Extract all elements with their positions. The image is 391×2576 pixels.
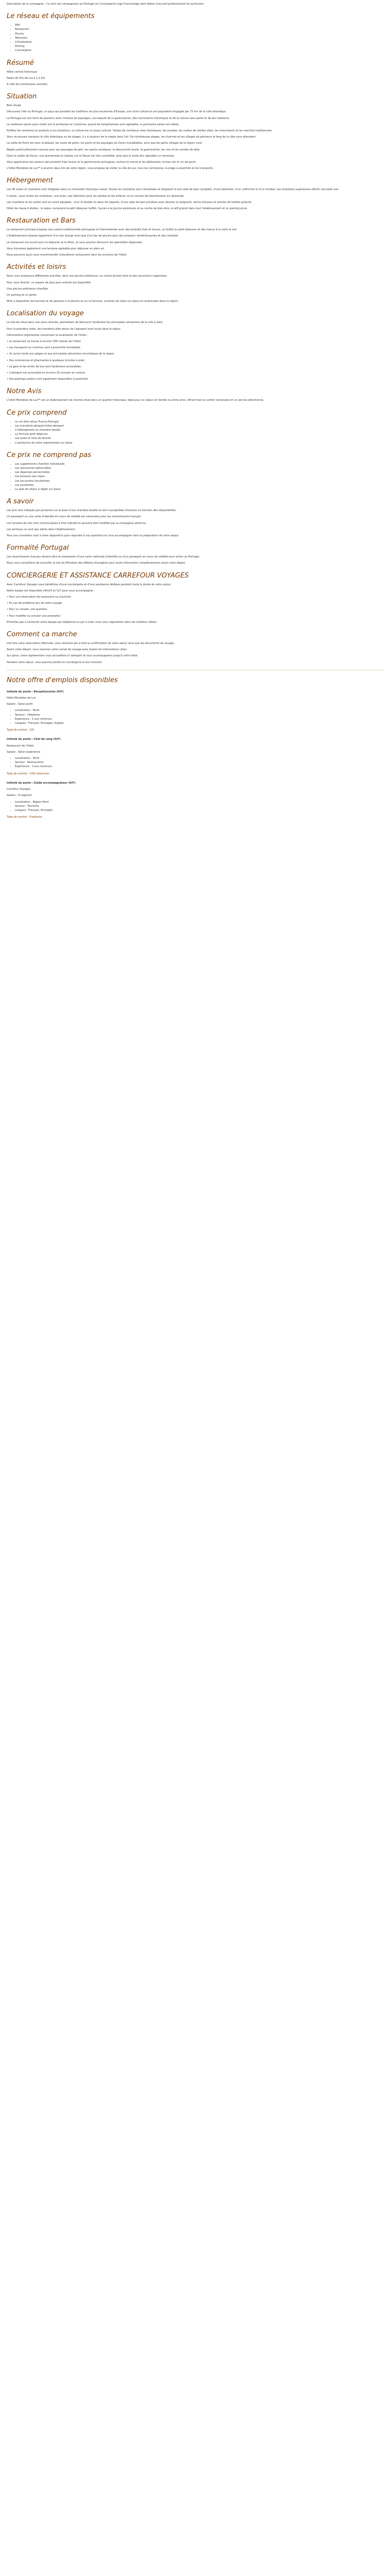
section-title: Localisation du voyage (7, 310, 84, 318)
paragraph: • Un accès facile aux plages et aux principales attractions touristiques de la région. (7, 352, 115, 356)
paragraph: Bien située (7, 104, 21, 108)
amenities-list (7, 23, 384, 53)
section-title: CONCIERGERIE ET ASSISTANCE CARREFOUR VOYAGES (7, 571, 189, 580)
paragraph: Les chambres et les suites sont en outre équipées : d'un lit double ou deux lits séparés, d'une salle de bain privative avec douche ou baignoire, sèche-cheveux et articles de toilette gratuits. (7, 200, 252, 204)
paragraph: • L'aéroport est accessible en environ 20 minutes en voiture. (7, 371, 86, 375)
job-item[interactable] (7, 781, 384, 819)
list-item: • Wifi (15, 23, 384, 27)
paragraph: L'établissement dispose également d'un bar lounge ainsi que d'un bar de piscine pour des boissons rafraîchissantes et des cocktails. (7, 234, 179, 238)
section-formalites (7, 544, 384, 565)
section-notre-avis (7, 387, 384, 402)
job-employer: Restaurant de l'hôtel (7, 744, 34, 748)
job-item[interactable] (7, 690, 384, 733)
job-details (7, 800, 384, 813)
paragraph: • Pour un conseil, une question (7, 608, 47, 612)
list-item: • Piscine (15, 32, 384, 36)
list-item: • Les taxes et frais de dossier (15, 436, 384, 440)
paragraph: Avant votre départ, vous recevrez votre carnet de voyage avec toutes les informations utiles. (7, 648, 128, 652)
section-title: Ce prix comprend (7, 409, 67, 417)
job-salary: Salaire : Selon profil (7, 703, 33, 706)
list-item: • Localisation : Région Nord (15, 800, 384, 804)
paragraph: Les ressortissants français doivent être en possession d'une carte nationale d'identité ou d'un passeport en cours de validité pour entrer au Portugal. (7, 555, 200, 559)
paragraph: • Des parkings publics sont également disponibles à proximité. (7, 378, 89, 381)
paragraph: Un parking et un jardin. (7, 293, 38, 297)
job-contract: Type de contrat : CDI (7, 728, 34, 732)
list-item: • Climatisation (15, 40, 384, 44)
list-item: • Les transferts aéroport-hôtel-aéroport (15, 424, 384, 428)
section-prix-comprend (7, 409, 384, 445)
included-list (7, 420, 384, 445)
paragraph: Hôtel central historique (7, 70, 37, 74)
paragraph: N'hésitez pas à contacter notre équipe par téléphone ou par e-mail, nous vous répondrons dans les meilleurs délais. (7, 620, 157, 624)
list-item: • Télévision (15, 36, 384, 40)
section-equipements (7, 12, 384, 53)
paragraph: • Des commerces et pharmacies à quelques minutes à pied. (7, 359, 85, 362)
paragraph: Région particulièrement connue pour ses paysages de golf, ses sports nautiques, la découverte locale, la gastronomie, les vins et les soirées de fado. (7, 148, 201, 151)
paragraph: Un passeport ou une carte d'identité en cours de validité est nécessaire pour les ressortissants français. (7, 515, 142, 519)
section-localisation (7, 310, 384, 381)
paragraph: Découvrez l'été au Portugal, un pays qui possède les traditions les plus anciennes d'Europe, une riche culture et une population engagée par 75 km de la côte atlantique. (7, 110, 227, 114)
job-details (7, 756, 384, 769)
section-hebergement (7, 177, 384, 211)
section-activites (7, 263, 384, 303)
section-title: Hébergement (7, 177, 53, 185)
list-item: • La formule petit déjeuner (15, 432, 384, 436)
paragraph: • Les transports en commun sont à proximité immédiate. (7, 346, 81, 350)
paragraph: Mise à disposition de transats et de parasols à la piscine et sur la terrasse. Location de vélos sur place et randonnées dans la région. (7, 300, 179, 303)
paragraph: L'hôtel Mondelez de Luz** est un établissement de charme situé dans un quartier historique, idéal pour un séjour en famille ou entre amis, offrant tout le confort nécessaire et un service attentionné. (7, 399, 264, 402)
section-situation (7, 93, 384, 171)
paragraph: Informations importantes concernant la localisation de l'hôtel : (7, 333, 88, 337)
paragraph: Pour la première visite, les transferts aller-retour de l'aéroport sont inclus dans le séjour. (7, 327, 121, 331)
list-item: • Conciergerie (15, 48, 384, 53)
job-employer: Carrefour Voyages (7, 788, 31, 791)
job-details (7, 708, 384, 725)
paragraph: Pendant votre séjour, vous pourrez joindre la conciergerie à tout moment. (7, 660, 103, 664)
paragraph: Notre équipe est disponible 24h/24 et 7j/7 pour vous accompagner : (7, 589, 95, 592)
paragraph: Pour vous divertir, un espace de jeux pour enfants est disponible. (7, 281, 92, 284)
section-prix-exclus (7, 451, 384, 492)
job-contract: Type de contrat : CDD saisonnier (7, 772, 50, 775)
section-title: Comment ca marche (7, 631, 77, 639)
excluded-list (7, 462, 384, 492)
list-item: • Les assurances optionnelles (15, 466, 384, 470)
intro-text: Description de la compagnie : Ce sont nos compagnons au Portugal en Conciergerie Luigi Francomage dont Adeon d'accueil professionnel du particulier. (7, 3, 204, 6)
paragraph: La meilleure saison pour visiter est le printemps et l'automne, quand les températures sont agréables, la prochaine saison est idéale. (7, 123, 180, 126)
section-title: Formalité Portugal (7, 544, 69, 552)
list-item: • L'hébergement en chambre double (15, 428, 384, 432)
list-item: • Le vol aller-retour France-Portugal (15, 420, 384, 424)
paragraph: Profitez de nombreux et produits à ces situations, la culture est un joyau culturel. Visitez de nombreux sites historiques, les musées, les ruelles de vieilles villes, les monuments et les marchés traditionnels. (7, 129, 272, 133)
paragraph: Dans la vallée de Douro, une promenade en bateau sur le fleuve est très conseillée, ainsi que la visite des vignobles en terrasses. (7, 154, 175, 158)
job-employer: Hôtel Mondelez de Luz (7, 697, 36, 700)
paragraph: Les animaux ne sont pas admis dans l'établissement. (7, 528, 76, 531)
paragraph: Vous apprécierez les saveurs des produits frais locaux et la gastronomie portugaise, surtout la morue et les pâtisseries, et bien sûr le vin de porto. (7, 161, 197, 164)
section-title: Situation (7, 93, 37, 101)
list-item: • Secteur : Hôtellerie (15, 713, 384, 717)
section-title: Restauration et Bars (7, 217, 76, 225)
job-title: Intitulé du poste : Chef de rang (H/F) (7, 738, 61, 741)
paragraph: Le Portugal est une terre de passions avec richesse de paysages, une beauté de la gastronomie, des monuments historiques et de la culture sans pareil et de ses habitants. (7, 116, 230, 120)
section-title: Le réseau et équipements (7, 12, 95, 21)
paragraph: Les horaires de vols sont communiqués à titre indicatif et peuvent être modifiés par la compagnie aérienne. (7, 521, 147, 525)
section-title-jobs: Notre offre d'emplois disponibles (7, 676, 118, 684)
paragraph: • En cas de problème lors de votre voyage (7, 602, 62, 605)
paragraph: Nous pouvons aussi vous recommander d'excellents restaurants dans les environs de l'hôtel. (7, 253, 127, 257)
paragraph: Les 46 suites et chambres sont intégrées dans un immeuble historique classé. Toutes les chambres sont climatisées et disposent d'une salle de bain complète, d'une télévision, d'un coffre-fort et d'un minibar. Les chambres supérieures offrent une belle vue. (7, 188, 339, 192)
paragraph: • Pour modifier ou annuler une prestation (7, 614, 61, 618)
paragraph: Palais de Vila de Luz à 1,2 km (7, 76, 45, 80)
job-item[interactable] (7, 737, 384, 775)
section-conciergerie (7, 572, 384, 624)
paragraph: Le site est situé dans une zone centrale, permettant de découvrir facilement les principales attractions de la ville à pied. (7, 321, 163, 325)
list-item: • Expérience : 3 ans minimum (15, 765, 384, 769)
section-a-savoir (7, 498, 384, 538)
paragraph: Une piscine extérieure chauffée. (7, 287, 49, 291)
paragraph: Tous nos conseillers sont à votre disposition pour répondre à vos questions et vous accompagner dans la préparation de votre séjour. (7, 534, 180, 537)
list-item: • Les excursions facultatives (15, 479, 384, 483)
section-restauration (7, 217, 384, 257)
section-resume (7, 59, 384, 87)
paragraph: Nous vous conseillons de consulter le site du Ministère des Affaires étrangères pour toute information complémentaire avant votre départ. (7, 562, 186, 565)
job-salary: Salaire : À négocier (7, 794, 32, 798)
list-item: • Les boissons aux repas (15, 474, 384, 479)
list-item: • Expérience : 2 ans minimum (15, 717, 384, 721)
page (0, 0, 391, 832)
section-title: Activités et loisirs (7, 263, 66, 272)
section-title: A savoir (7, 498, 34, 506)
paragraph: Les prix sont indiqués par personne sur la base d'une chambre double et sont susceptibles d'évoluer en fonction des disponibilités. (7, 509, 177, 513)
section-title: Ce prix ne comprend pas (7, 451, 91, 459)
section-title: Résumé (7, 59, 34, 67)
paragraph: Avec Carrefour Voyages vous bénéficiez d'une conciergerie et d'une assistance dédiées pendant toute la durée de votre séjour. (7, 583, 172, 586)
paragraph: • Le restaurant se trouve à environ 300 mètres de l'hôtel. (7, 340, 82, 343)
paragraph: Une fois votre réservation effectuée, vous recevrez par e-mail la confirmation de votre séjour ainsi que les documents de voyage. (7, 642, 175, 646)
list-item: • Localisation : Porto (15, 756, 384, 760)
list-item: • Secteur : Tourisme (15, 804, 384, 808)
list-item: • Les suppléments chambre individuelle (15, 462, 384, 466)
job-contract: Type de contrat : Freelance (7, 816, 42, 819)
section-comment (7, 631, 384, 665)
list-item: • Langues : Français, Portugais (15, 808, 384, 812)
list-item: • Langues : Français, Portugais, Anglais (15, 721, 384, 725)
list-item: • Les pourboires (15, 483, 384, 487)
paragraph: L'hôtel Mondelez de Luz** à environ deux km de notre région, vous propose de visiter la ville de Luz, tous les commerces, la plage à proximité et les transports. (7, 167, 214, 171)
section-title: Notre Avis (7, 387, 42, 396)
paragraph: Vous trouverez également une terrasse agréable pour déjeuner en plein air. (7, 247, 105, 250)
list-item: • Secteur : Restauration (15, 760, 384, 765)
list-item: • Les dépenses personnelles (15, 470, 384, 474)
paragraph: • La gare et les arrêts de bus sont facilement accessibles. (7, 365, 82, 368)
job-title: Intitulé du poste : Réceptionniste (H/F) (7, 690, 64, 693)
paragraph: Le restaurant principal propose une cuisine traditionnelle portugaise et internationale avec des produits frais et locaux, un buffet au petit déjeuner et des menus à la carte le soir. (7, 228, 238, 232)
paragraph: Sur place, notre représentant vous accueillera à l'aéroport et vous accompagnera jusqu'à votre hôtel. (7, 654, 139, 658)
paragraph: La visite de Porto est avec la beauté, les caves de porto, les ponts et les paysages du Douro inoubliables, ainsi que les petits villages de la région nord. (7, 142, 203, 145)
list-item: • La taxe de séjour à régler sur place (15, 487, 384, 492)
job-salary: Salaire : Selon expérience (7, 750, 41, 754)
paragraph: Nous vous proposons différentes activités, dont une piscine extérieure, un centre de bien-être et des excursions organisées. (7, 275, 168, 278)
list-item: • Localisation : Porto (15, 708, 384, 713)
job-title: Intitulé du poste : Guide accompagnateur (H/F) (7, 781, 76, 785)
list-item: • Parking (15, 44, 384, 48)
paragraph: Il existe : pour toutes les chambres, une prise, une télévision pour les adultes et les enfants, et un service de blanchisserie sur demande. (7, 194, 185, 198)
paragraph: Hôtel de classe 4 étoiles : le séjour comprend le petit déjeuner buffet, l'accès à la piscine extérieure et au centre de bien-être, le wifi gratuit dans tout l'établissement et un parking privé. (7, 207, 248, 211)
paragraph: A côté de nombreuses activités (7, 83, 47, 87)
list-item: • Restaurant (15, 27, 384, 31)
paragraph: Le restaurant est ouvert pour le déjeuner et le dîner, et vous pourrez découvrir les spécialités régionales. (7, 241, 143, 244)
paragraph: • Pour une réservation de restaurant ou d'activité (7, 596, 71, 599)
paragraph: Vous ne pouvez manquer la côte atlantique ou les plages, il y a toujours de la magie dans l'air. De nombreuses plages, les charmes et les villages de pêcheurs le long de la côte vous attendent. (7, 135, 257, 139)
list-item: • L'assistance de notre représentant sur place (15, 441, 384, 445)
